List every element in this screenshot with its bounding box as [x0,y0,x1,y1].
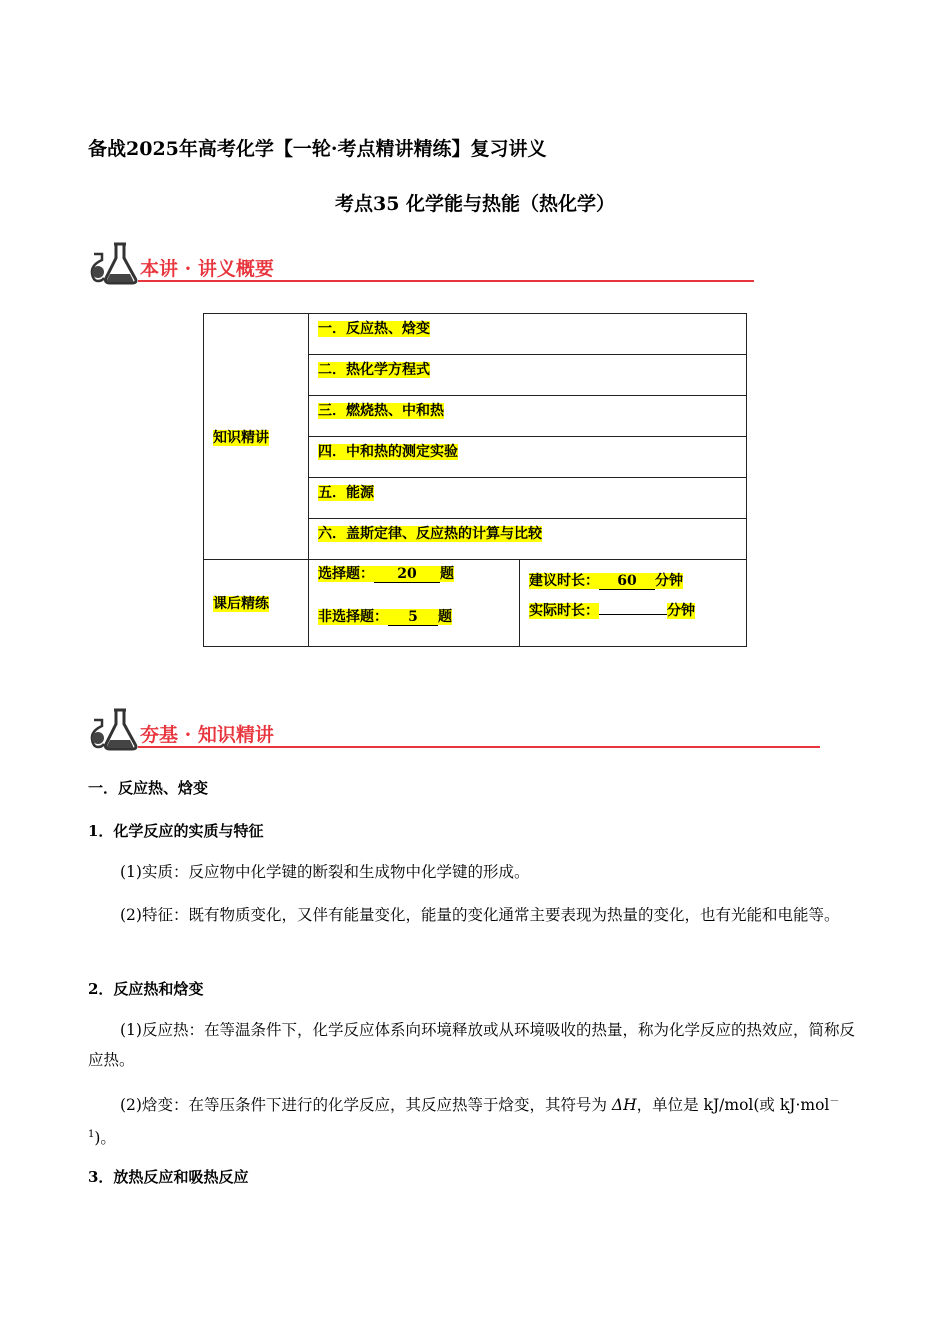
knowledge-section-heading [88,706,823,756]
nonchoice-label: 非选择题： [318,609,388,625]
topic-row [309,396,747,437]
subheading-essence: 1．化学反应的实质与特征 [88,822,264,840]
nonchoice-count-line [318,606,452,626]
enthalpy-symbol: ΔH [611,1096,637,1115]
practice-category-label: 课后精练 [213,596,269,612]
section-heading-reaction-heat: 一．反应热、焓变 [88,779,209,797]
actual-duration-value[interactable] [599,614,667,615]
knowledge-section-label: 夯基 · 知识精讲 [140,724,274,746]
actual-duration-label: 实际时长： [529,603,599,619]
topic-label: 二．热化学方程式 [318,362,430,378]
overview-section-label: 本讲 · 讲义概要 [140,258,274,280]
document-title: 备战2025年高考化学【一轮·考点精讲精练】复习讲义 [88,138,547,160]
topic-row [309,355,747,396]
enthalpy-text-b: ，单位是 kJ/mol(或 kJ·mol [636,1096,830,1115]
subheading-exo-endo: 3．放热反应和吸热反应 [88,1168,249,1186]
topic-label: 一．反应热、焓变 [318,321,430,337]
topic-row [309,478,747,519]
practice-category-cell [204,560,309,647]
overview-section-heading [88,240,758,290]
suggested-duration-label: 建议时长： [529,573,599,589]
overview-table [203,313,747,647]
topic-label: 六．盖斯定律、反应热的计算与比较 [318,526,542,542]
suggested-duration-value: 60 [599,573,655,590]
enthalpy-text-c: )。 [94,1129,116,1148]
choice-count-line [318,563,454,583]
nonchoice-count-value: 5 [388,609,438,626]
choice-count-value: 20 [374,566,440,583]
topic-label: 三．燃烧热、中和热 [318,403,444,419]
suggested-duration-line [529,570,683,590]
topic-row [309,519,747,560]
topic-row [309,437,747,478]
enthalpy-exponent: －1 [88,1096,840,1141]
choice-unit: 题 [440,566,454,582]
duration-cell [520,560,747,647]
enthalpy-text-a: (2)焓变：在等压条件下进行的化学反应，其反应热等于焓变，其符号为 [120,1096,607,1115]
topic-label: 五．能源 [318,485,374,501]
knowledge-category-label: 知识精讲 [213,429,269,446]
actual-duration-line [529,600,695,620]
choice-label: 选择题： [318,566,374,582]
flask-beaker-icon [88,240,138,286]
knowledge-category-cell [204,314,309,560]
paragraph-reaction-heat: (1)反应热：在等温条件下，化学反应体系向环境释放或从环境吸收的热量，称为化学反应的热效应，简称反应热。 [88,1021,855,1069]
section-divider [138,280,754,282]
subheading-reaction-heat-enthalpy: 2．反应热和焓变 [88,980,204,998]
nonchoice-unit: 题 [438,609,452,625]
section-divider [138,746,820,748]
question-count-cell [309,560,520,647]
topic-row [309,314,747,355]
paragraph-characteristics: (2)特征：既有物质变化，又伴有能量变化，能量的变化通常主要表现为热量的变化，也有光能和电能等。 [120,906,840,924]
paragraph-enthalpy-change [88,1087,866,1153]
actual-duration-unit: 分钟 [667,603,695,619]
topic-label: 四．中和热的测定实验 [318,444,458,460]
document-subtitle: 考点35 化学能与热能（热化学） [334,193,616,215]
flask-beaker-icon [88,706,138,752]
suggested-duration-unit: 分钟 [655,573,683,589]
paragraph-essence: (1)实质：反应物中化学键的断裂和生成物中化学键的形成。 [120,863,530,881]
